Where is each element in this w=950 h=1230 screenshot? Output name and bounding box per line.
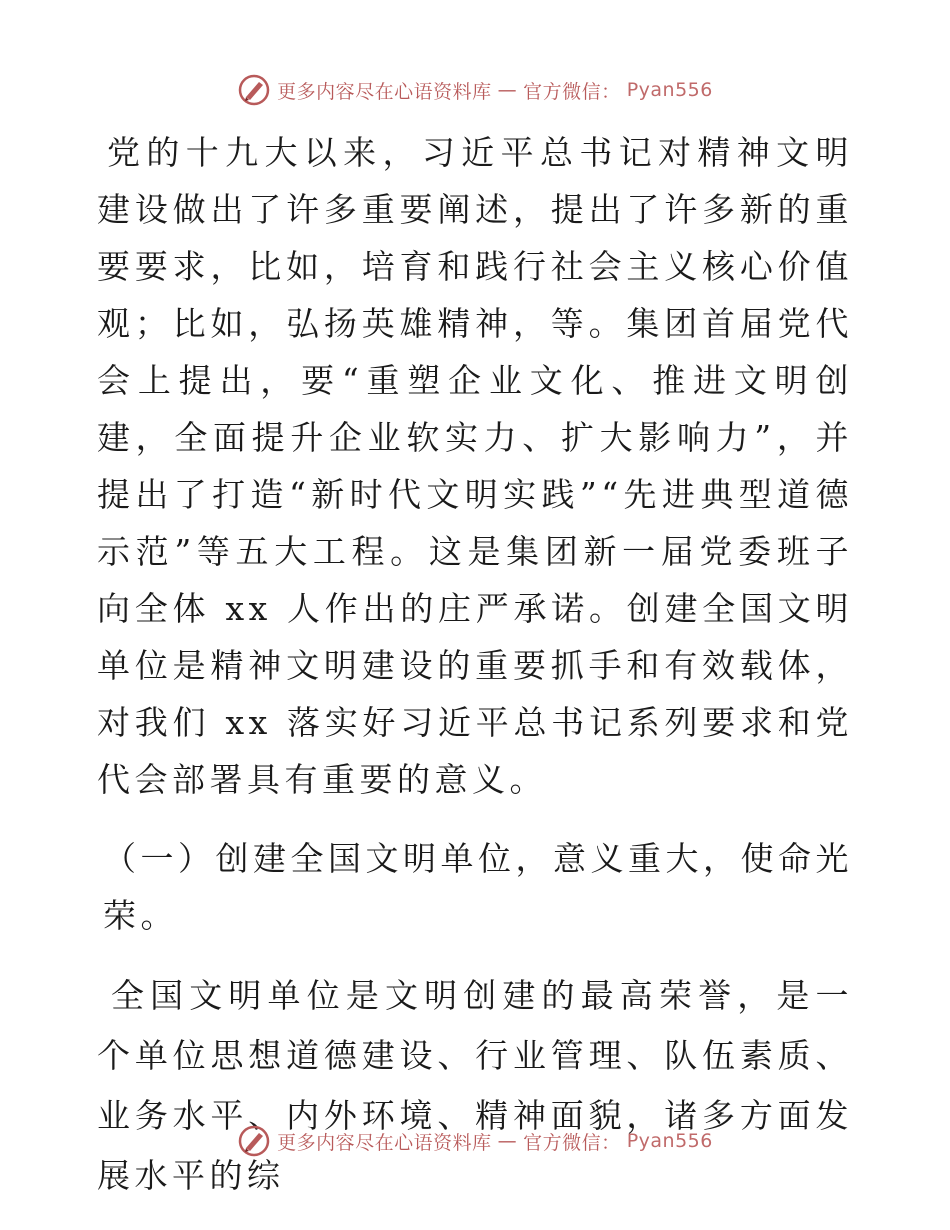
- watermark-brand-text: 更多内容尽在心语资料库: [277, 80, 492, 103]
- footer-watermark: [0, 1124, 950, 1158]
- watermark-account-label: 官方微信：: [523, 80, 621, 103]
- watermark-account-id: Pyan556: [626, 79, 713, 101]
- watermark-separator: —: [497, 79, 518, 101]
- pen-circle-icon: [237, 73, 271, 107]
- header-watermark: [0, 73, 950, 107]
- watermark-account-label: 官方微信：: [523, 1131, 621, 1154]
- watermark-account-id: Pyan556: [626, 1130, 713, 1152]
- pen-circle-icon: [237, 1124, 271, 1158]
- document-body: [97, 124, 853, 1206]
- paragraph-2: 全国文明单位是文明创建的最高荣誉，是一个单位思想道德建设、行业管理、队伍素质、业务水平、内外环境、精神面貌，诸多方面发展水平的综: [97, 976, 853, 1195]
- watermark-separator: —: [497, 1130, 518, 1152]
- section-heading: （一）创建全国文明单位，意义重大，使命光荣。: [103, 839, 853, 935]
- paragraph-1: 党的十九大以来，习近平总书记对精神文明建设做出了许多重要阐述，提出了许多新的重要要求，比如，培育和践行社会主义核心价值观；比如，弘扬英雄精神，等。集团首届党代会上提出，要“重塑企业文化、推进文明创建，全面提升企业软实力、扩大影响力”，并提出了打造“新时代文明实践”“先进典型道德示范”等五大工程。这是集团新一届党委班子向全体 xx 人作出的庄严承诺。创建全国文明单位是精神文明建设的重要抓手和有效载体，对我们 xx 落实好习近平总书记系列要求和党代会部署具有重要的意义。: [97, 133, 853, 799]
- watermark-brand-text: 更多内容尽在心语资料库: [277, 1131, 492, 1154]
